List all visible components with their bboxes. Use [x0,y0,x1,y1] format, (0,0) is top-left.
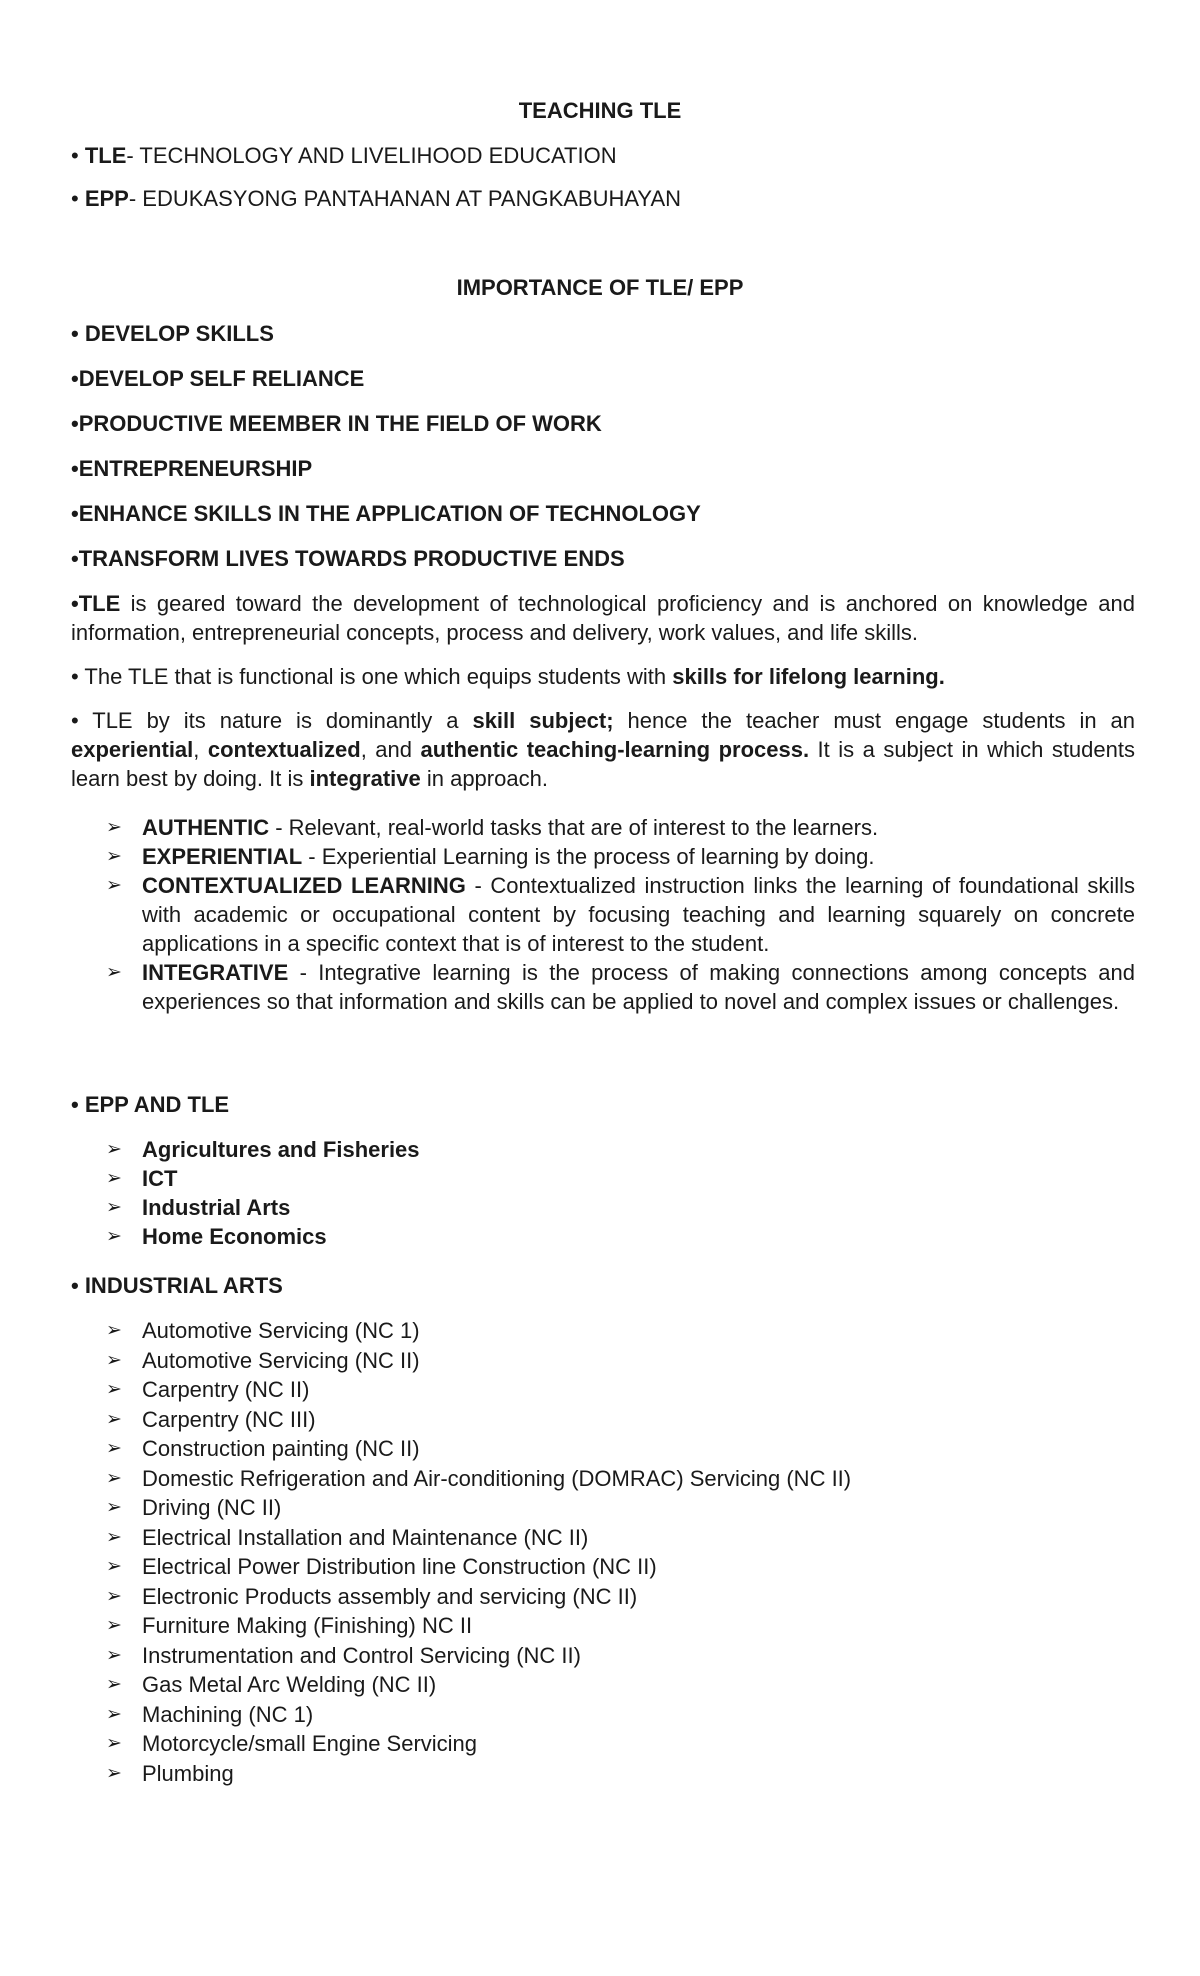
arrow-bullet-icon: ➢ [106,961,122,983]
epp-tle-item-label: Agricultures and Fisheries [142,1137,420,1162]
paragraph-functional-tle [71,662,1135,691]
industrial-arts-item-label: Plumbing [142,1760,234,1786]
epp-tle-item-label: Home Economics [142,1224,327,1249]
arrow-bullet-icon: ➢ [106,816,122,838]
definition-term: TLE [84,143,127,168]
approach-term: CONTEXTUALIZED LEARNING [142,873,466,898]
industrial-arts-item [0,1700,1135,1730]
industrial-arts-item [0,1493,1135,1523]
importance-item: • DEVELOP SKILLS [71,321,274,346]
industrial-arts-item-label: Automotive Servicing (NC 1) [142,1318,420,1343]
arrow-bullet-icon: ➢ [106,1525,122,1548]
arrow-bullet-icon: ➢ [106,1761,122,1784]
importance-item: •ENTREPRENEURSHIP [71,456,313,481]
industrial-arts-item [0,1552,1135,1582]
industrial-arts-item [0,1729,1135,1759]
industrial-arts-item-label: Driving (NC II) [142,1495,282,1520]
definition-epp: • EPP- EDUKASYONG PANTAHANAN AT PANGKABUHAYAN [71,186,682,211]
industrial-arts-item-label: Domestic Refrigeration and Air-conditioning (DOMRAC) Servicing (NC II) [142,1465,852,1491]
industrial-arts-item-label: Gas Metal Arc Welding (NC II) [142,1672,437,1697]
paragraph-text: , [193,737,208,762]
arrow-bullet-icon: ➢ [106,1673,122,1695]
arrow-bullet-icon: ➢ [106,1196,122,1218]
paragraph-emphasis: integrative [309,766,421,791]
arrow-bullet-icon: ➢ [106,1643,122,1666]
industrial-arts-item [0,1641,1135,1671]
approach-term: INTEGRATIVE [142,960,289,985]
paragraph-text: • The TLE that is functional is one which equips students with [71,664,673,689]
epp-tle-list [0,1135,1200,1251]
industrial-arts-item-label: Motorcycle/small Engine Servicing [142,1731,478,1756]
approach-text: - Relevant, real-world tasks that are of interest to the learners. [269,815,879,840]
paragraph-text: hence the teacher must engage students in an [613,708,1135,733]
industrial-arts-item [0,1405,1135,1435]
definition-text: - TECHNOLOGY AND LIVELIHOOD EDUCATION [126,143,617,168]
arrow-bullet-icon: ➢ [106,1348,122,1371]
arrow-bullet-icon: ➢ [106,1167,122,1189]
paragraph-text: • TLE by its nature is dominantly a [71,708,473,733]
industrial-arts-item [0,1582,1135,1612]
importance-item: •TRANSFORM LIVES TOWARDS PRODUCTIVE ENDS [71,546,625,571]
importance-item: •DEVELOP SELF RELIANCE [71,366,365,391]
paragraph-term: TLE [78,591,121,616]
industrial-arts-item-label: Electrical Installation and Maintenance (NC II) [142,1524,589,1550]
industrial-arts-item-label: Construction painting (NC II) [142,1436,420,1461]
industrial-arts-item [0,1611,1135,1641]
arrow-bullet-icon: ➢ [106,845,122,867]
arrow-bullet-icon: ➢ [106,1732,122,1754]
arrow-bullet-icon: ➢ [106,874,122,896]
approach-term: EXPERIENTIAL [142,844,303,869]
arrow-bullet-icon: ➢ [106,1407,122,1430]
industrial-arts-item [0,1464,1135,1494]
paragraph-text: , and [360,737,421,762]
industrial-arts-list [0,1316,1200,1788]
approach-term: AUTHENTIC [142,815,270,840]
paragraph-text: in approach. [420,766,548,791]
epp-tle-item [0,1135,1135,1164]
approach-text: - Experiential Learning is the process of learning by doing. [302,844,875,869]
approach-text: - Integrative learning is the process of making connections among concepts and experiences so that information and skills can be applied to novel and complex issues or challenges. [142,960,1135,1014]
definition-term: EPP [84,186,129,211]
industrial-arts-item-label: Automotive Servicing (NC II) [142,1347,420,1373]
arrow-bullet-icon: ➢ [106,1138,122,1160]
approach-item [0,958,1135,1016]
approach-item [0,842,1135,871]
paragraph-emphasis: authentic teaching-learning process. [420,737,810,762]
industrial-arts-item [0,1346,1135,1376]
approach-item [0,813,1135,842]
industrial-arts-item-label: Furniture Making (Finishing) NC II [142,1613,473,1638]
arrow-bullet-icon: ➢ [106,1466,122,1489]
epp-tle-heading: • EPP AND TLE [71,1092,230,1117]
industrial-arts-item-label: Electronic Products assembly and servicing (NC II) [142,1583,638,1609]
industrial-arts-item [0,1375,1135,1405]
paragraph-emphasis: skills for lifelong learning. [672,664,945,689]
importance-item: •PRODUCTIVE MEEMBER IN THE FIELD OF WORK [71,411,602,436]
industrial-arts-item [0,1523,1135,1553]
paragraph-text: It is a subject in which students learn best by doing. It is [71,737,1135,791]
arrow-bullet-icon: ➢ [106,1614,122,1636]
epp-tle-item [0,1222,1135,1251]
industrial-arts-item [0,1759,1135,1789]
industrial-arts-item-label: Carpentry (NC II) [142,1377,310,1402]
industrial-arts-item-label: Electrical Power Distribution line Construction (NC II) [142,1554,657,1579]
paragraph-skill-subject [71,706,1135,793]
arrow-bullet-icon: ➢ [106,1555,122,1577]
paragraph-emphasis: contextualized [207,737,361,762]
industrial-arts-item-label: Carpentry (NC III) [142,1406,316,1432]
approaches-list [0,813,1200,1016]
paragraph-text: is geared toward the development of technological proficiency and is anchored on knowledge and information, entrepreneurial concepts, process and delivery, work values, and life skills. [71,591,1135,645]
approach-text: - Contextualized instruction links the learning of foundational skills with academic or occupational content by focusing teaching and learning squarely on concrete applications in a specific context that is of interest to the student. [142,873,1135,956]
paragraph-emphasis: experiential [71,737,194,762]
industrial-arts-item-label: Instrumentation and Control Servicing (NC II) [142,1642,581,1668]
arrow-bullet-icon: ➢ [106,1702,122,1725]
arrow-bullet-icon: ➢ [106,1584,122,1607]
epp-tle-item [0,1193,1135,1222]
importance-item: •ENHANCE SKILLS IN THE APPLICATION OF TECHNOLOGY [71,501,701,526]
importance-heading: IMPORTANCE OF TLE/ EPP [456,275,744,300]
epp-tle-item-label: ICT [142,1166,178,1191]
industrial-arts-item-label: Machining (NC 1) [142,1701,314,1727]
industrial-arts-item [0,1670,1135,1700]
paragraph-emphasis: skill subject; [472,708,614,733]
definition-text: - EDUKASYONG PANTAHANAN AT PANGKABUHAYAN [128,186,682,211]
industrial-arts-item [0,1316,1135,1346]
paragraph-bullet: • [71,591,79,616]
approach-item [0,871,1135,958]
definition-tle: • TLE- TECHNOLOGY AND LIVELIHOOD EDUCATION [71,143,617,168]
epp-tle-item [0,1164,1135,1193]
arrow-bullet-icon: ➢ [106,1225,122,1247]
epp-tle-item-label: Industrial Arts [142,1195,291,1220]
arrow-bullet-icon: ➢ [106,1437,122,1459]
industrial-arts-heading: • INDUSTRIAL ARTS [71,1273,283,1298]
arrow-bullet-icon: ➢ [106,1319,122,1341]
industrial-arts-item [0,1434,1135,1464]
arrow-bullet-icon: ➢ [106,1496,122,1518]
paragraph-tle-definition [71,589,1135,647]
arrow-bullet-icon: ➢ [106,1378,122,1400]
page-title: TEACHING TLE [518,98,682,123]
